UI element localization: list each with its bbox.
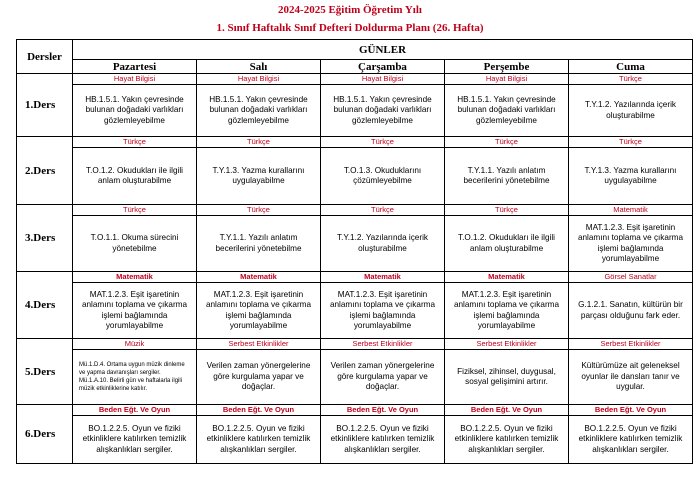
subject-tuesday: Serbest Etkinlikler (197, 339, 321, 350)
outcome-friday: MAT.1.2.3. Eşit işaretinin anlamını toplama ve çıkarma işlemi bağlamında yorumlayabilme (569, 216, 693, 272)
subject-thursday: Türkçe (445, 137, 569, 148)
title-plan: 1. Sınıf Haftalık Sınıf Defteri Doldurma Planı (26. Hafta) (216, 22, 484, 34)
title-year: 2024-2025 Eğitim Öğretim Yılı (278, 4, 422, 16)
outcome-monday: HB.1.5.1. Yakın çevresinde bulunan doğadaki varlıkları gözlemleyebilme (73, 85, 197, 137)
outcome-wednesday: T.Y.1.2. Yazılarında içerik oluşturabilme (321, 216, 445, 272)
header-gunler: GÜNLER (73, 40, 693, 60)
subject-thursday: Türkçe (445, 205, 569, 216)
outcome-wednesday: HB.1.5.1. Yakın çevresinde bulunan doğadaki varlıkları gözlemleyebilme (321, 85, 445, 137)
outcome-thursday: HB.1.5.1. Yakın çevresinde bulunan doğadaki varlıkları gözlemleyebilme (445, 85, 569, 137)
subject-monday: Türkçe (73, 205, 197, 216)
subject-wednesday: Serbest Etkinlikler (321, 339, 445, 350)
outcome-tuesday: T.Y.1.1. Yazılı anlatım becerilerini yönetebilme (197, 216, 321, 272)
outcome-thursday: T.Y.1.1. Yazılı anlatım becerilerini yönetebilme (445, 148, 569, 205)
outcome-tuesday: HB.1.5.1. Yakın çevresinde bulunan doğadaki varlıkları gözlemleyebilme (197, 85, 321, 137)
outcome-thursday: Fiziksel, zihinsel, duygusal, sosyal gelişimini artırır. (445, 350, 569, 405)
header-dersler: Dersler (17, 40, 73, 74)
lesson-label: 2.Ders (17, 137, 73, 205)
day-header-wednesday: Çarşamba (321, 60, 445, 74)
outcome-tuesday: BO.1.2.2.5. Oyun ve fiziki etkinliklere katılırken temizlik alışkanlıkları sergiler. (197, 416, 321, 464)
lesson-label: 5.Ders (17, 339, 73, 405)
subject-friday: Görsel Sanatlar (569, 272, 693, 283)
lesson-body (17, 74, 693, 464)
outcome-friday: T.Y.1.2. Yazılarında içerik oluşturabilme (569, 85, 693, 137)
outcome-monday: MAT.1.2.3. Eşit işaretinin anlamını toplama ve çıkarma işlemi bağlamında yorumlayabilme (73, 283, 197, 339)
subject-monday: Müzik (73, 339, 197, 350)
subject-friday: Beden Eğt. Ve Oyun (569, 405, 693, 416)
outcome-wednesday: T.O.1.3. Okuduklarını çözümleyebilme (321, 148, 445, 205)
outcome-wednesday: Verilen zaman yönergelerine göre kurgulama yapar ve doğaçlar. (321, 350, 445, 405)
outcome-wednesday: MAT.1.2.3. Eşit işaretinin anlamını toplama ve çıkarma işlemi bağlamında yorumlayabilme (321, 283, 445, 339)
subject-friday: Matematik (569, 205, 693, 216)
outcome-tuesday: T.Y.1.3. Yazma kurallarını uygulayabilme (197, 148, 321, 205)
subject-wednesday: Türkçe (321, 205, 445, 216)
outcome-friday: Kültürümüze ait geleneksel oyunlar ile dansları tanır ve uygular. (569, 350, 693, 405)
subject-thursday: Matematik (445, 272, 569, 283)
day-header-tuesday: Salı (197, 60, 321, 74)
lesson-label: 1.Ders (17, 74, 73, 137)
outcome-thursday: BO.1.2.2.5. Oyun ve fiziki etkinliklere katılırken temizlik alışkanlıkları sergiler. (445, 416, 569, 464)
day-header-thursday: Perşembe (445, 60, 569, 74)
subject-monday: Beden Eğt. Ve Oyun (73, 405, 197, 416)
outcome-thursday: MAT.1.2.3. Eşit işaretinin anlamını toplama ve çıkarma işlemi bağlamında yorumlayabilme (445, 283, 569, 339)
outcome-friday: G.1.2.1. Sanatın, kültürün bir parçası olduğunu fark eder. (569, 283, 693, 339)
subject-wednesday: Matematik (321, 272, 445, 283)
lesson-label: 4.Ders (17, 272, 73, 339)
lesson-label: 3.Ders (17, 205, 73, 272)
outcome-tuesday: Verilen zaman yönergelerine göre kurgulama yapar ve doğaçlar. (197, 350, 321, 405)
subject-tuesday: Hayat Bilgisi (197, 74, 321, 85)
weekly-plan-table (16, 39, 693, 464)
subject-monday: Matematik (73, 272, 197, 283)
lesson-label: 6.Ders (17, 405, 73, 464)
outcome-tuesday: MAT.1.2.3. Eşit işaretinin anlamını toplama ve çıkarma işlemi bağlamında yorumlayabilme (197, 283, 321, 339)
outcome-monday: Mü.1.D.4. Ortama uygun müzik dinleme ve yapma davranışları sergiler. Mü.1.A.10. Belirli gün ve haftalarla ilgili müzik etkinliklerine katılır. (73, 350, 197, 405)
subject-thursday: Serbest Etkinlikler (445, 339, 569, 350)
outcome-thursday: T.O.1.2. Okudukları ile ilgili anlam oluşturabilme (445, 216, 569, 272)
day-header-friday: Cuma (569, 60, 693, 74)
subject-friday: Türkçe (569, 137, 693, 148)
outcome-wednesday: BO.1.2.2.5. Oyun ve fiziki etkinliklere katılırken temizlik alışkanlıkları sergiler. (321, 416, 445, 464)
subject-tuesday: Matematik (197, 272, 321, 283)
subject-monday: Türkçe (73, 137, 197, 148)
subject-tuesday: Türkçe (197, 137, 321, 148)
subject-tuesday: Beden Eğt. Ve Oyun (197, 405, 321, 416)
outcome-monday: T.O.1.1. Okuma sürecini yönetebilme (73, 216, 197, 272)
subject-monday: Hayat Bilgisi (73, 74, 197, 85)
outcome-monday: BO.1.2.2.5. Oyun ve fiziki etkinliklere katılırken temizlik alışkanlıkları sergiler. (73, 416, 197, 464)
subject-thursday: Hayat Bilgisi (445, 74, 569, 85)
subject-tuesday: Türkçe (197, 205, 321, 216)
subject-wednesday: Türkçe (321, 137, 445, 148)
day-header-monday: Pazartesi (73, 60, 197, 74)
subject-friday: Türkçe (569, 74, 693, 85)
subject-wednesday: Beden Eğt. Ve Oyun (321, 405, 445, 416)
outcome-friday: T.Y.1.3. Yazma kurallarını uygulayabilme (569, 148, 693, 205)
subject-wednesday: Hayat Bilgisi (321, 74, 445, 85)
subject-friday: Serbest Etkinlikler (569, 339, 693, 350)
outcome-friday: BO.1.2.2.5. Oyun ve fiziki etkinliklere katılırken temizlik alışkanlıkları sergiler. (569, 416, 693, 464)
subject-thursday: Beden Eğt. Ve Oyun (445, 405, 569, 416)
outcome-monday: T.O.1.2. Okudukları ile ilgili anlam oluşturabilme (73, 148, 197, 205)
